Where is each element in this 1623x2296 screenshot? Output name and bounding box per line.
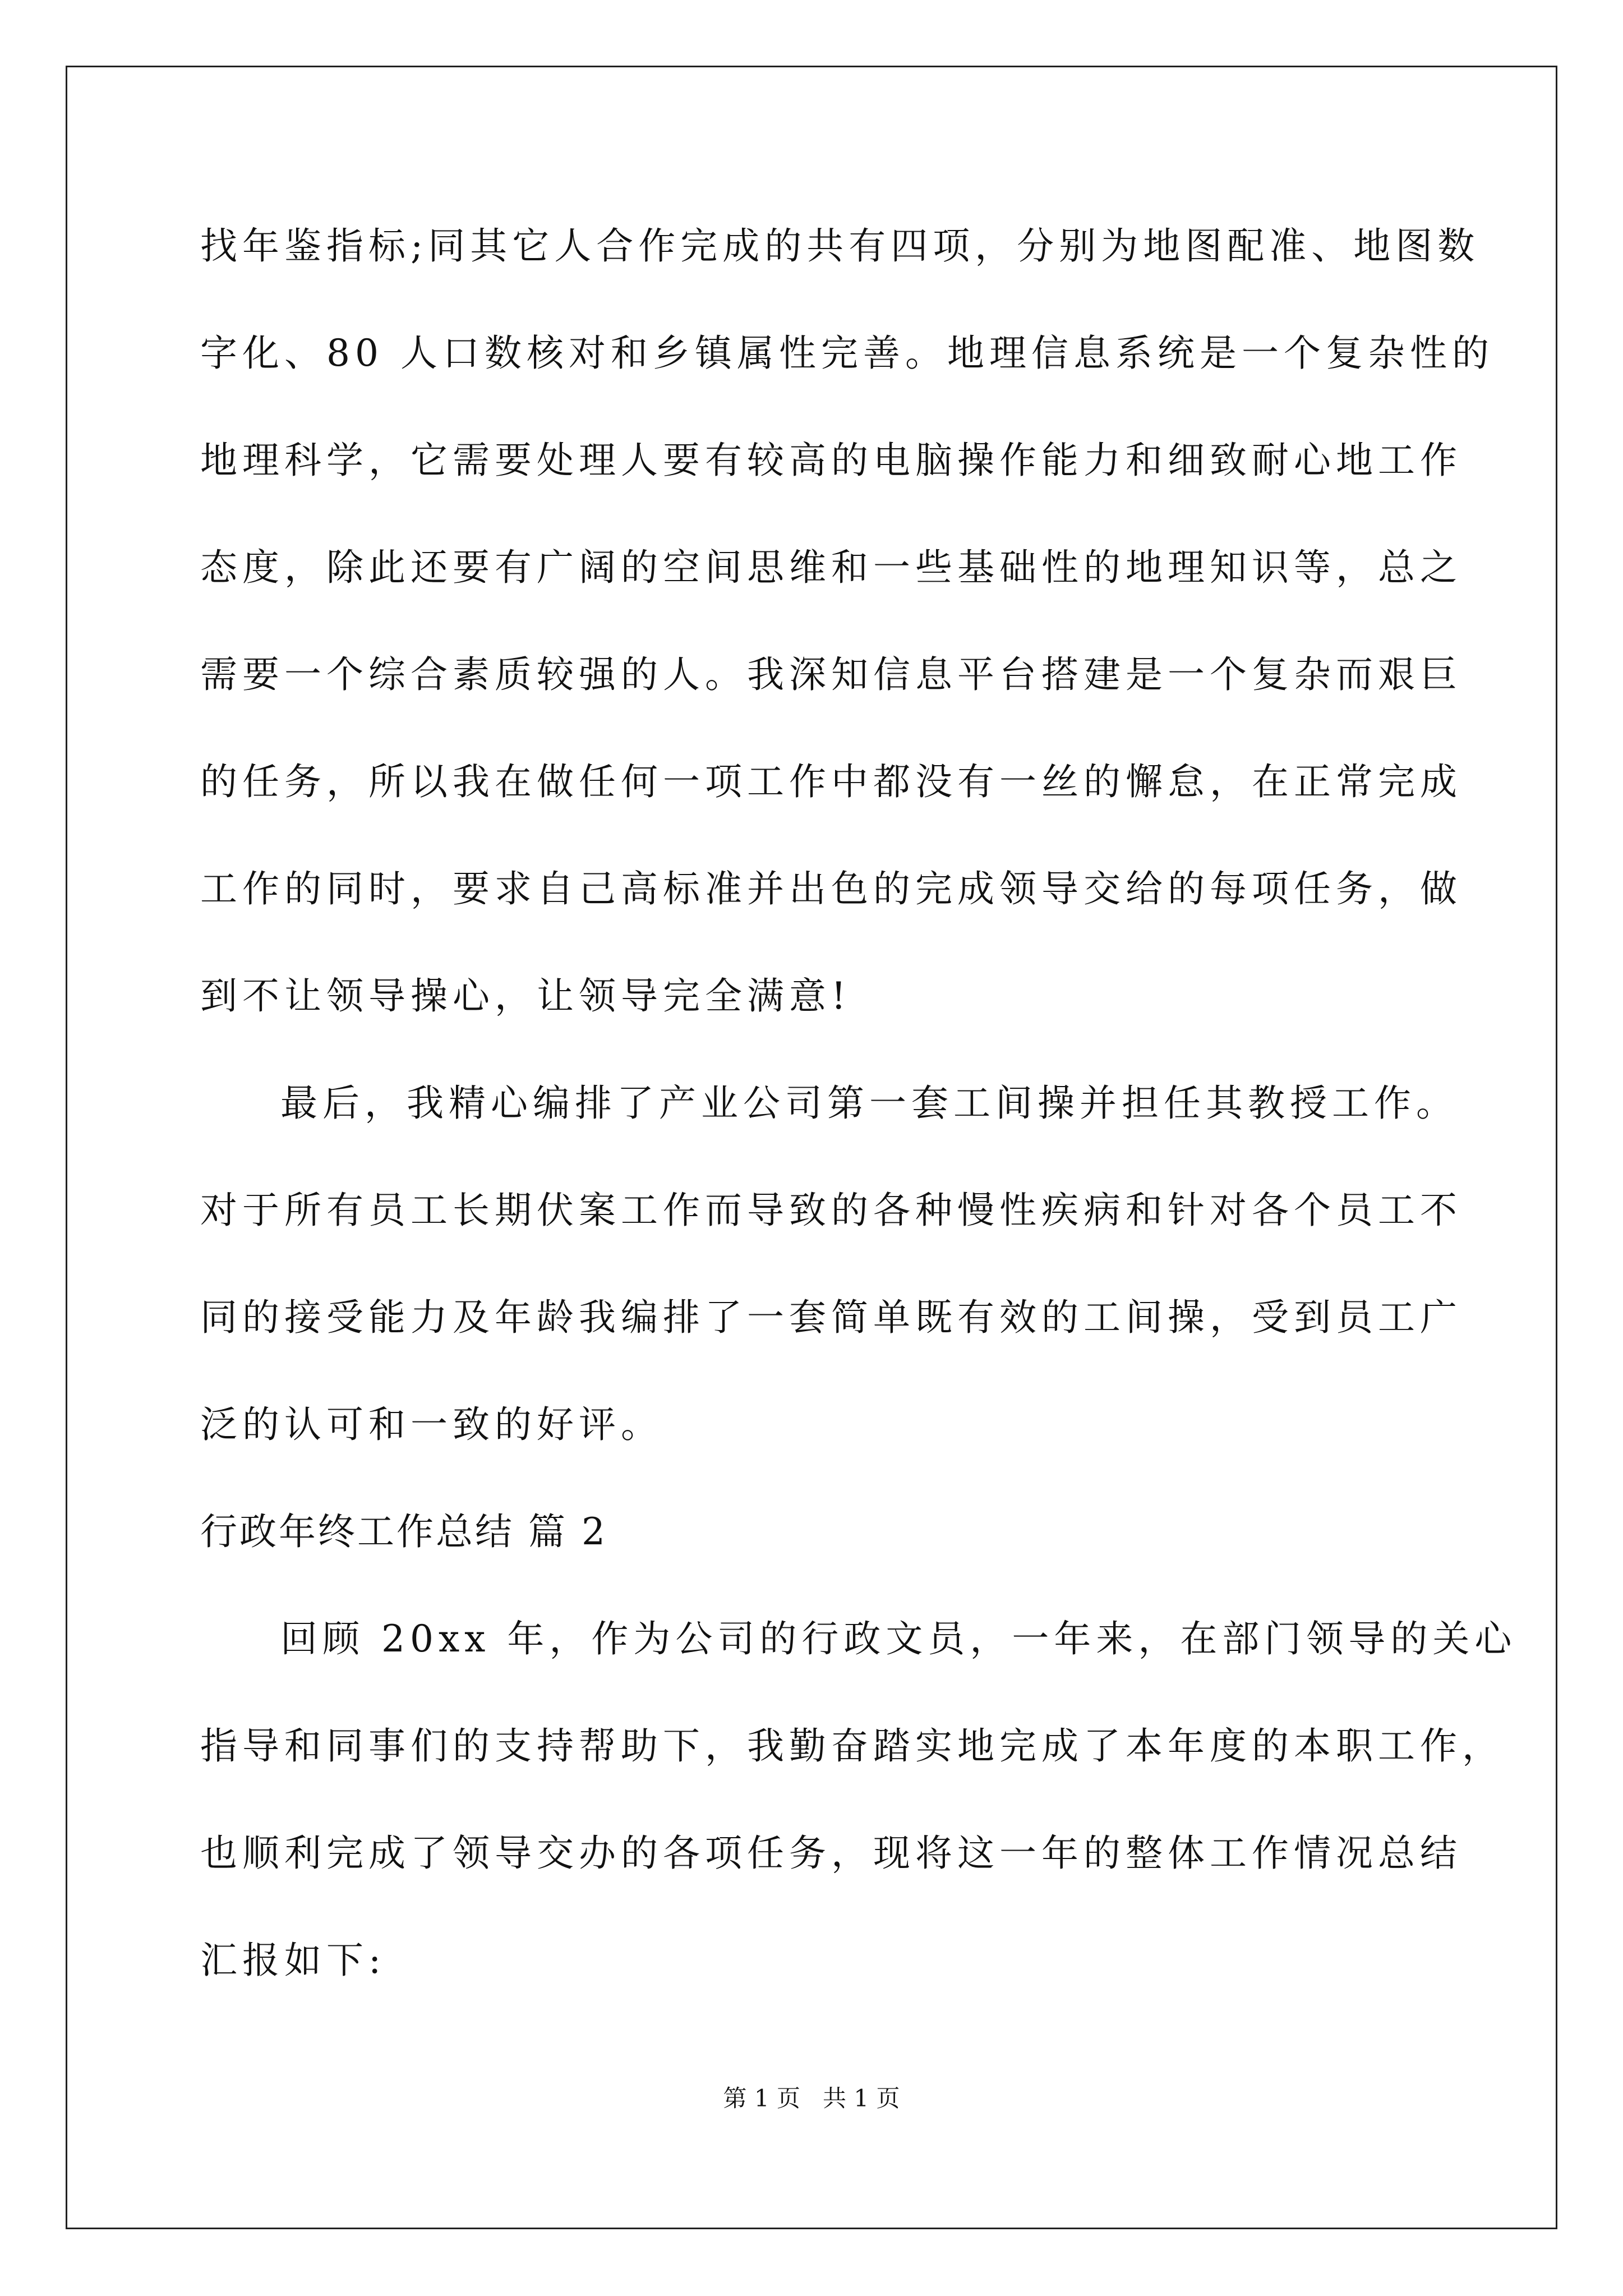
paragraph-1-line-6: 的任务，所以我在做任何一项工作中都没有一丝的懈怠，在正常完成 bbox=[200, 760, 1462, 803]
paragraph-2-line-4: 泛的认可和一致的好评。 bbox=[200, 1403, 663, 1446]
paragraph-1-line-8: 到不让领导操心，让领导完全满意! bbox=[200, 974, 851, 1018]
paragraph-2-line-2: 对于所有员工长期伏案工作而导致的各种慢性疾病和针对各个员工不 bbox=[200, 1189, 1462, 1232]
paragraph-1-line-2: 字化、80 人口数核对和乡镇属性完善。地理信息系统是一个复杂性的 bbox=[200, 332, 1494, 375]
paragraph-3-line-2: 指导和同事们的支持帮助下，我勤奋踏实地完成了本年度的本职工作， bbox=[200, 1724, 1504, 1768]
page-number-footer: 第 1 页 共 1 页 bbox=[723, 2085, 900, 2112]
page-border bbox=[66, 66, 1557, 2229]
paragraph-1-line-1: 找年鉴指标;同其它人合作完成的共有四项，分别为地图配准、地图数 bbox=[200, 224, 1480, 268]
paragraph-1-line-3: 地理科学，它需要处理人要有较高的电脑操作能力和细致耐心地工作 bbox=[200, 439, 1462, 482]
paragraph-3-line-3: 也顺利完成了领导交办的各项任务，现将这一年的整体工作情况总结 bbox=[200, 1832, 1462, 1875]
section-heading: 行政年终工作总结 篇 2 bbox=[200, 1510, 607, 1553]
paragraph-3-line-1: 回顾 20xx 年，作为公司的行政文员，一年来，在部门领导的关心 bbox=[280, 1617, 1517, 1660]
paragraph-1-line-5: 需要一个综合素质较强的人。我深知信息平台搭建是一个复杂而艰巨 bbox=[200, 653, 1462, 696]
paragraph-3-line-4: 汇报如下: bbox=[200, 1939, 386, 1982]
paragraph-1-line-4: 态度，除此还要有广阔的空间思维和一些基础性的地理知识等，总之 bbox=[200, 546, 1462, 589]
paragraph-2-line-3: 同的接受能力及年龄我编排了一套简单既有效的工间操，受到员工广 bbox=[200, 1296, 1462, 1339]
paragraph-2-line-1: 最后，我精心编排了产业公司第一套工间操并担任其教授工作。 bbox=[280, 1082, 1458, 1125]
paragraph-1-line-7: 工作的同时，要求自己高标准并出色的完成领导交给的每项任务，做 bbox=[200, 867, 1462, 910]
